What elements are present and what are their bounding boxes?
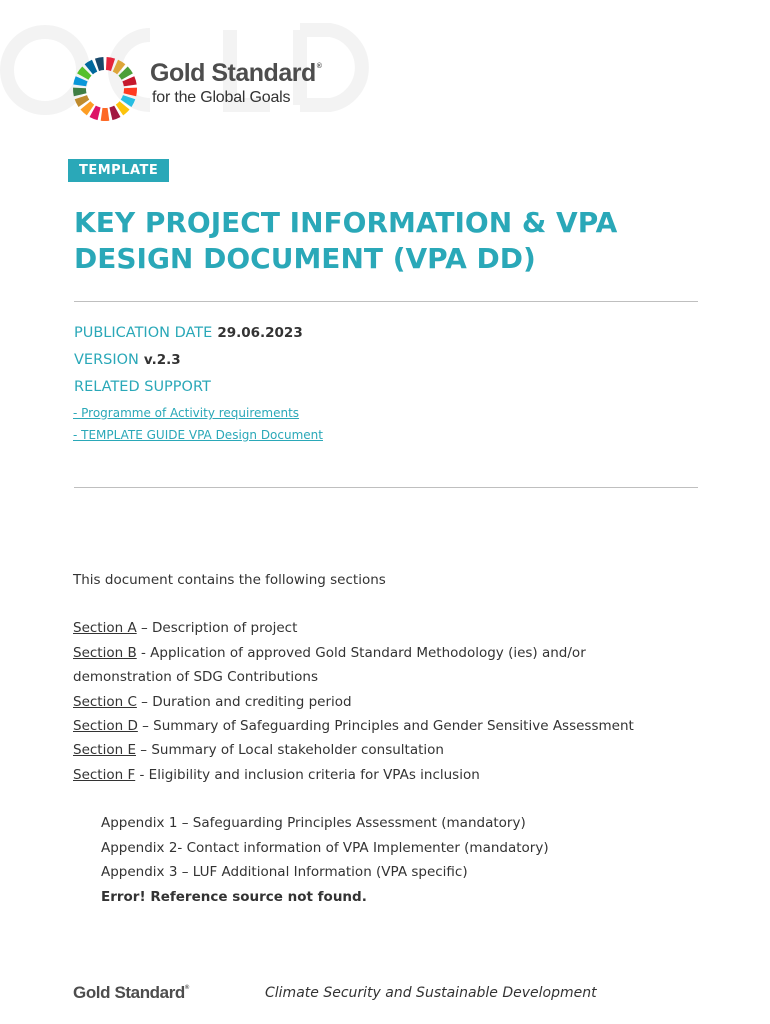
sdg-wheel-segment: [124, 88, 137, 97]
divider-top: [74, 301, 698, 302]
section-d-link[interactable]: Section D: [73, 718, 138, 734]
reference-error-text: Error! Reference source not found.: [101, 889, 367, 905]
appendix-3-entry: Appendix 3 – LUF Additional Information (VPA specific): [101, 864, 468, 880]
sdg-wheel-segment: [73, 88, 86, 97]
section-b-entry: [73, 645, 586, 661]
brand-name: Gold Standard®: [150, 59, 322, 87]
contents-intro: This document contains the following sections: [73, 572, 386, 588]
section-a-entry: [73, 620, 297, 636]
link-template-guide-vpa-design-document[interactable]: - TEMPLATE GUIDE VPA Design Document: [73, 428, 323, 442]
section-b-link[interactable]: Section B: [73, 645, 137, 661]
version-row: [74, 352, 181, 368]
section-a-link[interactable]: Section A: [73, 620, 137, 636]
section-c-text: – Duration and crediting period: [136, 694, 352, 710]
section-f-link[interactable]: Section F: [73, 767, 136, 783]
section-d-text: – Summary of Safeguarding Principles and Gender Sensitive Assessment: [137, 718, 634, 734]
footer-tagline: Climate Security and Sustainable Development: [265, 985, 597, 1001]
brand-tagline: for the Global Goals: [152, 89, 291, 106]
template-badge: TEMPLATE: [68, 159, 169, 182]
section-c-entry: [73, 694, 352, 710]
section-e-entry: [73, 742, 444, 758]
footer-brand-logo: Gold Standard®: [73, 983, 189, 1002]
version-value: v.2.3: [143, 352, 181, 368]
section-e-text: – Summary of Local stakeholder consultation: [135, 742, 444, 758]
version-label: VERSION: [74, 352, 139, 368]
section-a-text: – Description of project: [136, 620, 298, 636]
section-f-text: - Eligibility and inclusion criteria for VPAs inclusion: [135, 767, 480, 783]
related-support-label: RELATED SUPPORT: [74, 379, 211, 395]
section-e-link[interactable]: Section E: [73, 742, 136, 758]
sdg-color-wheel-icon: [72, 56, 138, 122]
sdg-wheel-segment: [106, 57, 115, 71]
section-b-text: - Application of approved Gold Standard Methodology (ies) and/or: [136, 645, 586, 661]
document-title: KEY PROJECT INFORMATION & VPA DESIGN DOCUMENT (VPA DD): [74, 206, 618, 275]
sdg-wheel-segment: [95, 57, 104, 71]
publication-date-row: [74, 325, 303, 341]
section-c-link[interactable]: Section C: [73, 694, 137, 710]
publication-date-label: PUBLICATION DATE: [74, 325, 213, 341]
divider-bottom: [74, 487, 698, 488]
link-programme-of-activity-requirements[interactable]: - Programme of Activity requirements: [73, 406, 300, 420]
appendix-2-entry: Appendix 2- Contact information of VPA Implementer (mandatory): [101, 840, 549, 856]
publication-date-value: 29.06.2023: [217, 325, 303, 341]
sdg-wheel-segment: [101, 108, 110, 121]
appendix-1-entry: Appendix 1 – Safeguarding Principles Assessment (mandatory): [101, 815, 526, 831]
section-f-entry: [73, 767, 480, 783]
section-b-text-continuation: demonstration of SDG Contributions: [73, 669, 319, 685]
section-d-entry: [73, 718, 634, 734]
